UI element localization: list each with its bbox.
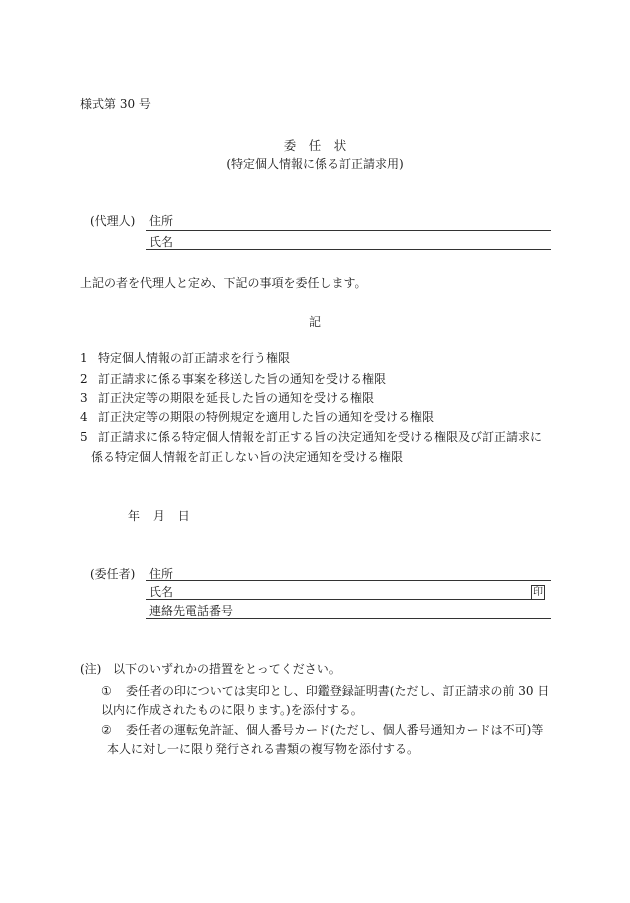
agent-name-line	[146, 249, 551, 250]
principal-phone-line	[146, 618, 551, 619]
principal-address-line	[146, 580, 551, 581]
delegation-statement: 上記の者を代理人と定め、下記の事項を委任します。	[80, 276, 367, 290]
note-item-text: 委任者の運転免許証、個人番号カード(ただし、個人番号通知カードは不可)等	[126, 723, 544, 737]
principal-address-label: 住所	[149, 567, 174, 581]
principal-phone-label: 連絡先電話番号	[149, 604, 234, 618]
principal-label: (委任者)	[90, 567, 136, 581]
form-number: 様式第 30 号	[80, 97, 151, 111]
note-item-continuation: 本人に対し一に限り発行される書類の複写物を添付する。	[107, 742, 420, 756]
agent-name-label: 氏名	[149, 235, 174, 249]
ki-heading: 記	[308, 315, 321, 329]
list-item-continuation: 係る特定個人情報を訂正しない旨の決定通知を受ける権限	[91, 450, 404, 464]
note-label: (注)	[80, 662, 102, 676]
item-number: 3	[80, 391, 88, 405]
note-marker: ②	[101, 723, 112, 737]
note-marker: ①	[101, 684, 112, 698]
note-item-continuation: 以内に作成されたものに限ります。)を添付する。	[101, 703, 363, 717]
principal-name-line	[146, 599, 531, 600]
seal-mark: 印	[533, 587, 543, 598]
item-number: 5	[80, 430, 88, 444]
note-intro: 以下のいずれかの措置をとってください。	[113, 662, 341, 676]
list-item: 訂正請求に係る事案を移送した旨の通知を受ける権限	[98, 372, 387, 386]
note-item-text: 委任者の印については実印とし、印鑑登録証明書(ただし、訂正請求の前 30 日	[126, 684, 550, 698]
list-item: 訂正決定等の期限を延長した旨の通知を受ける権限	[98, 391, 375, 405]
item-number: 4	[80, 410, 88, 424]
list-item: 訂正決定等の期限の特例規定を適用した旨の通知を受ける権限	[98, 410, 435, 424]
agent-label: (代理人)	[90, 214, 136, 228]
agent-address-line	[146, 230, 551, 231]
item-number: 1	[80, 351, 88, 365]
document-title: 委 任 状	[283, 138, 347, 153]
date-month: 月	[152, 509, 165, 523]
list-item: 訂正請求に係る特定個人情報を訂正する旨の決定通知を受ける権限及び訂正請求に	[98, 430, 543, 444]
item-number: 2	[80, 372, 88, 386]
date-day: 日	[177, 509, 190, 523]
date-line	[128, 510, 199, 522]
document-subtitle: (特定個人情報に係る訂正請求用)	[226, 157, 404, 171]
agent-address-label: 住所	[149, 214, 174, 228]
principal-name-label: 氏名	[149, 585, 174, 599]
list-item: 特定個人情報の訂正請求を行う権限	[98, 351, 291, 365]
date-year: 年	[128, 509, 141, 523]
